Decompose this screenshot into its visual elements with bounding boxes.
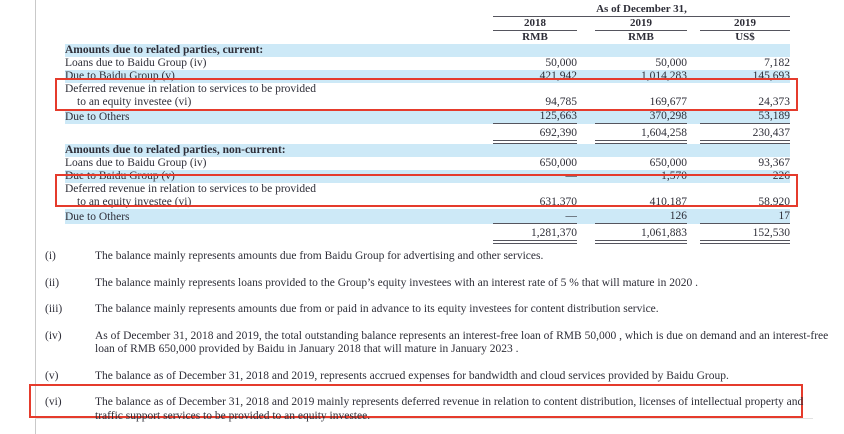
table-row-deferred-revenue-noncurrent	[65, 183, 790, 196]
cell-2019-rmb: 50,000	[595, 57, 687, 70]
date-spanner: As of December 31,	[493, 3, 790, 17]
cell-2018-rmb: 1,281,370	[493, 224, 577, 243]
table-row-equity-investee-noncurrent	[65, 196, 790, 209]
cell-2018-rmb: 50,000	[493, 57, 577, 70]
footnote-vi	[45, 396, 837, 423]
footnote-ii	[45, 277, 837, 291]
section-label: Amounts due to related parties, current:	[65, 44, 790, 57]
footnote-label: (iii)	[45, 303, 63, 315]
row-label	[65, 124, 493, 143]
column-year-2018: 2018	[493, 17, 577, 31]
footnote-text: The balance as of December 31, 2018 and 2019 mainly represents deferred revenue in relation to content distribution, licenses of intellectual property and traffic support services to be provided to an equity investee.	[95, 396, 804, 422]
footnote-iii	[45, 303, 837, 317]
cell-2018-rmb: 650,000	[493, 157, 577, 170]
cell-2019-usd: 7,182	[700, 57, 790, 70]
footnote-text: The balance mainly represents amounts due from Baidu Group for advertising and other services.	[95, 250, 544, 262]
column-year-2019-rmb: 2019	[595, 17, 687, 31]
row-label	[65, 224, 493, 243]
column-year-2019-usd: 2019	[700, 17, 790, 31]
table-row-total-current	[65, 124, 790, 143]
table-row-deferred-revenue-current	[65, 83, 790, 96]
column-currency-usd: US$	[735, 31, 755, 43]
column-currency-rmb-2: RMB	[628, 31, 654, 43]
table-row	[65, 57, 790, 70]
row-label: Deferred revenue in relation to services to be provided	[65, 183, 790, 196]
table-row	[65, 157, 790, 170]
cell-2018-rmb: 692,390	[493, 124, 577, 143]
cell-2019-usd: 145,693	[700, 70, 790, 83]
cell-2019-usd: 17	[700, 209, 790, 224]
table-row	[65, 70, 790, 83]
footnote-text: The balance as of December 31, 2018 and 2019, represents accrued expenses for bandwidth and cloud services provided by Baidu Group.	[95, 369, 729, 382]
table-header-currency-row	[65, 31, 790, 45]
row-label: Due to Baidu Group (v)	[65, 170, 493, 183]
cell-2019-usd: 24,373	[700, 96, 790, 109]
table-header-spanner-row	[65, 3, 790, 17]
cell-2018-rmb: —	[493, 209, 577, 224]
cell-2019-rmb: 650,000	[595, 157, 687, 170]
cell-2018-rmb: 421,942	[493, 70, 577, 83]
footnote-i	[45, 250, 837, 264]
footnote-text: The balance mainly represents loans provided to the Group’s equity investees with an interest rate of 5 % that will mature in 2020 .	[95, 276, 698, 289]
cell-2019-usd: 230,437	[700, 124, 790, 143]
cell-2019-rmb: 1,604,258	[595, 124, 687, 143]
row-label: Loans due to Baidu Group (iv)	[65, 157, 493, 170]
footnote-label: (ii)	[45, 276, 60, 289]
table-row	[65, 170, 790, 183]
footnote-label: (iv)	[45, 329, 62, 342]
table-row-equity-investee-current	[65, 96, 790, 109]
table-row-section-noncurrent	[65, 142, 790, 157]
cell-2019-rmb: 126	[595, 209, 687, 224]
row-label: Loans due to Baidu Group (iv)	[65, 57, 493, 70]
cell-2018-rmb: 125,663	[493, 109, 577, 124]
cell-2019-rmb: 370,298	[595, 109, 687, 124]
cell-2019-rmb: 1,570	[595, 170, 687, 183]
cell-2019-rmb: 410,187	[595, 196, 687, 209]
cell-2018-rmb: 94,785	[493, 96, 577, 109]
header-spacer	[65, 3, 493, 17]
cell-2018-rmb: 631,370	[493, 196, 577, 209]
row-label: Deferred revenue in relation to services to be provided	[65, 83, 790, 96]
cell-2019-usd: 93,367	[700, 157, 790, 170]
column-currency-rmb-1: RMB	[522, 31, 548, 43]
table-row	[65, 109, 790, 124]
cell-2019-rmb: 169,677	[595, 96, 687, 109]
section-label: Amounts due to related parties, non-current:	[65, 142, 790, 157]
footnote-label: (vi)	[45, 396, 62, 408]
footnote-iv	[45, 330, 837, 357]
table-row-section-current	[65, 44, 790, 57]
cell-2019-rmb: 1,061,883	[595, 224, 687, 243]
cell-2019-rmb: 1,014,283	[595, 70, 687, 83]
cell-2019-usd: 58,920	[700, 196, 790, 209]
table-header-years-row	[65, 17, 790, 31]
cell-2019-usd: 152,530	[700, 224, 790, 243]
related-parties-table	[65, 3, 790, 244]
row-label: to an equity investee (vi)	[65, 96, 493, 109]
table-row-total-noncurrent	[65, 224, 790, 243]
cell-2018-rmb: —	[493, 170, 577, 183]
row-label: Due to Baidu Group (v)	[65, 70, 493, 83]
row-label: Due to Others	[65, 209, 493, 224]
footnote-v	[45, 370, 837, 384]
footnote-label: (v)	[45, 369, 59, 382]
table-row	[65, 209, 790, 224]
left-margin-divider	[35, 0, 36, 434]
footnote-label: (i)	[45, 250, 56, 262]
footnote-text: As of December 31, 2018 and 2019, the total outstanding balance represents an interest-free loan of RMB 50,000 , which is due on demand and an interest-free loan of RMB 650,000 provided by Baidu in January 2018 that will mature in January 2023 .	[95, 329, 829, 355]
footnotes-section	[45, 250, 837, 434]
cell-2019-usd: 226	[700, 170, 790, 183]
row-label: to an equity investee (vi)	[65, 196, 493, 209]
row-label: Due to Others	[65, 109, 493, 124]
cell-2019-usd: 53,189	[700, 109, 790, 124]
footnote-text: The balance mainly represents amounts due from or paid in advance to its equity investees for content distribution service.	[95, 303, 659, 315]
